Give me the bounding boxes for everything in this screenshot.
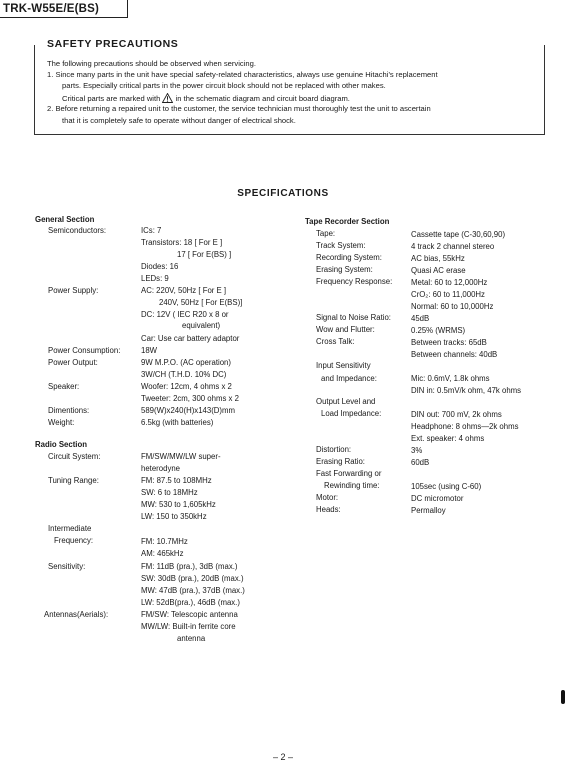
power-consumption-value: 18W (141, 346, 158, 355)
sensitivity-label: Sensitivity: (48, 562, 86, 571)
output-level-label-2: Load Impedance: (321, 409, 382, 418)
freq-normal-value: Normal: 60 to 10,000Hz (411, 302, 494, 311)
power-output-label: Power Output: (48, 358, 98, 367)
motor-label: Motor: (316, 493, 339, 502)
heads-value: Permalloy (411, 506, 446, 515)
leds-value: LEDs: 9 (141, 274, 169, 283)
if-label-1: Intermediate (48, 524, 92, 533)
tuning-sw-value: SW: 6 to 18MHz (141, 488, 198, 497)
tweeter-value: Tweeter: 2cm, 300 ohms x 2 (141, 394, 239, 403)
cross-talk-value-2: Between channels: 40dB (411, 350, 498, 359)
circuit-system-value-2: heterodyne (141, 464, 181, 473)
input-sensitivity-label-1: Input Sensitivity (316, 361, 371, 370)
erasing-ratio-value: 60dB (411, 458, 430, 467)
input-mic-value: Mic: 0.6mV, 1.8k ohms (411, 374, 490, 383)
freq-cro2-value: CrO₂: 60 to 11,000Hz (411, 290, 485, 299)
dimentions-label: Dimentions: (48, 406, 90, 415)
frequency-response-label: Frequency Response: (316, 277, 393, 286)
model-number: TRK-W55E/E(BS) (0, 0, 128, 18)
safety-line-0: The following precautions should be observed when servicing. (47, 59, 256, 68)
snr-value: 45dB (411, 314, 430, 323)
if-label-2: Frequency: (54, 536, 94, 545)
antennas-value-3: antenna (177, 634, 206, 643)
distortion-label: Distortion: (316, 445, 352, 454)
page-number: – 2 – (272, 752, 294, 762)
track-system-value: 4 track 2 channel stereo (411, 242, 495, 251)
fast-forward-label-2: Rewinding time: (324, 481, 380, 490)
output-speaker-value: Ext. speaker: 4 ohms (411, 434, 485, 443)
snr-label: Signal to Noise Ratio: (316, 313, 391, 322)
safety-line-1: 1. Since many parts in the unit have special safety-related characteristics, always use genuine Hitachi's replacement (47, 70, 438, 79)
transistors-value-1: Transistors: 18 [ For E ] (141, 238, 223, 247)
tuning-mw-value: MW: 530 to 1,605kHz (141, 500, 216, 509)
power-consumption-label: Power Consumption: (48, 346, 121, 355)
freq-metal-value: Metal: 60 to 12,000Hz (411, 278, 488, 287)
safety-line-3 (62, 93, 350, 104)
warning-triangle-icon (162, 93, 173, 103)
ac-value-1: AC: 220V, 50Hz [ For E ] (141, 286, 227, 295)
wow-flutter-value: 0.25% (WRMS) (411, 326, 466, 335)
safety-line-4-text: in the schematic diagram and circuit board diagram. (175, 94, 350, 103)
safety-line-6: that it is completely safe to operate without danger of electrical shock. (62, 116, 296, 125)
circuit-system-value-1: FM/SW/MW/LW super- (141, 452, 221, 461)
sensitivity-mw-value: MW: 47dB (pra.), 37dB (max.) (141, 586, 245, 595)
tuning-fm-value: FM: 87.5 to 108MHz (141, 476, 212, 485)
transistors-value-2: 17 [ For E(BS) ] (177, 250, 232, 259)
power-output-value-2: 3W/CH (T.H.D. 10% DC) (141, 370, 227, 379)
cross-talk-value-1: Between tracks: 65dB (411, 338, 487, 347)
if-am-value: AM: 465kHz (141, 549, 184, 558)
ics-value: ICs: 7 (141, 226, 162, 235)
cross-talk-label: Cross Talk: (316, 337, 355, 346)
antennas-value-1: FM/SW: Telescopic antenna (141, 610, 238, 619)
output-din-value: DIN out: 700 mV, 2k ohms (411, 410, 502, 419)
tuning-range-label: Tuning Range: (48, 476, 99, 485)
heads-label: Heads: (316, 505, 341, 514)
antennas-label: Antennas(Aerials): (44, 610, 109, 619)
fast-forward-label-1: Fast Forwarding or (316, 469, 382, 478)
output-level-label-1: Output Level and (316, 397, 376, 406)
speaker-label: Speaker: (48, 382, 80, 391)
specifications-title: SPECIFICATIONS (237, 188, 329, 199)
safety-line-2: parts. Especially critical parts in the power circuit block should not be replaced with other makes. (62, 81, 386, 90)
tape-label: Tape: (316, 229, 336, 238)
erasing-ratio-label: Erasing Ratio: (316, 457, 365, 466)
safety-line-5: 2. Before returning a repaired unit to the customer, the service technician must thoroughly test the unit to ascertain (47, 104, 431, 113)
safety-title: SAFETY PRECAUTIONS (44, 38, 181, 50)
weight-label: Weight: (48, 418, 75, 427)
motor-value: DC micromotor (411, 494, 464, 503)
general-section-heading: General Section (35, 215, 95, 224)
recording-system-label: Recording System: (316, 253, 382, 262)
power-supply-label: Power Supply: (48, 286, 99, 295)
erasing-system-value: Quasi AC erase (411, 266, 466, 275)
tape-recorder-section-heading: Tape Recorder Section (305, 217, 390, 226)
wow-flutter-label: Wow and Flutter: (316, 325, 375, 334)
sensitivity-lw-value: LW: 52dB(pra.), 46dB (max.) (141, 598, 240, 607)
scan-mark (561, 690, 565, 704)
ac-value-2: 240V, 50Hz [ For E(BS)] (159, 298, 243, 307)
safety-line-3-text: Critical parts are marked with (62, 94, 161, 103)
radio-section-heading: Radio Section (35, 440, 87, 449)
tape-value: Cassette tape (C-30,60,90) (411, 230, 506, 239)
track-system-label: Track System: (316, 241, 366, 250)
car-value: Car: Use car battery adaptor (141, 334, 240, 343)
semiconductors-label: Semiconductors: (48, 226, 107, 235)
power-output-value-1: 9W M.P.O. (AC operation) (141, 358, 231, 367)
output-headphone-value: Headphone: 8 ohms—2k ohms (411, 422, 519, 431)
input-din-value: DIN in: 0.5mV/k ohm, 47k ohms (411, 386, 522, 395)
dc-value-2: equivalent) (182, 321, 221, 330)
circuit-system-label: Circuit System: (48, 452, 101, 461)
recording-system-value: AC bias, 55kHz (411, 254, 465, 263)
input-sensitivity-label-2: and Impedance: (321, 374, 377, 383)
dc-value-1: DC: 12V ( IEC R20 x 8 or (141, 310, 229, 319)
dimentions-value: 589(W)x240(H)x143(D)mm (141, 406, 236, 415)
distortion-value: 3% (411, 446, 423, 455)
sensitivity-fm-value: FM: 11dB (pra.), 3dB (max.) (141, 562, 238, 571)
if-fm-value: FM: 10.7MHz (141, 537, 188, 546)
fast-forward-value: 105sec (using C-60) (411, 482, 482, 491)
tuning-lw-value: LW: 150 to 350kHz (141, 512, 207, 521)
woofer-value: Woofer: 12cm, 4 ohms x 2 (141, 382, 232, 391)
antennas-value-2: MW/LW: Built-in ferrite core (141, 622, 236, 631)
sensitivity-sw-value: SW: 30dB (pra.), 20dB (max.) (141, 574, 244, 583)
diodes-value: Diodes: 16 (141, 262, 179, 271)
erasing-system-label: Erasing System: (316, 265, 373, 274)
weight-value: 6.5kg (with batteries) (141, 418, 214, 427)
